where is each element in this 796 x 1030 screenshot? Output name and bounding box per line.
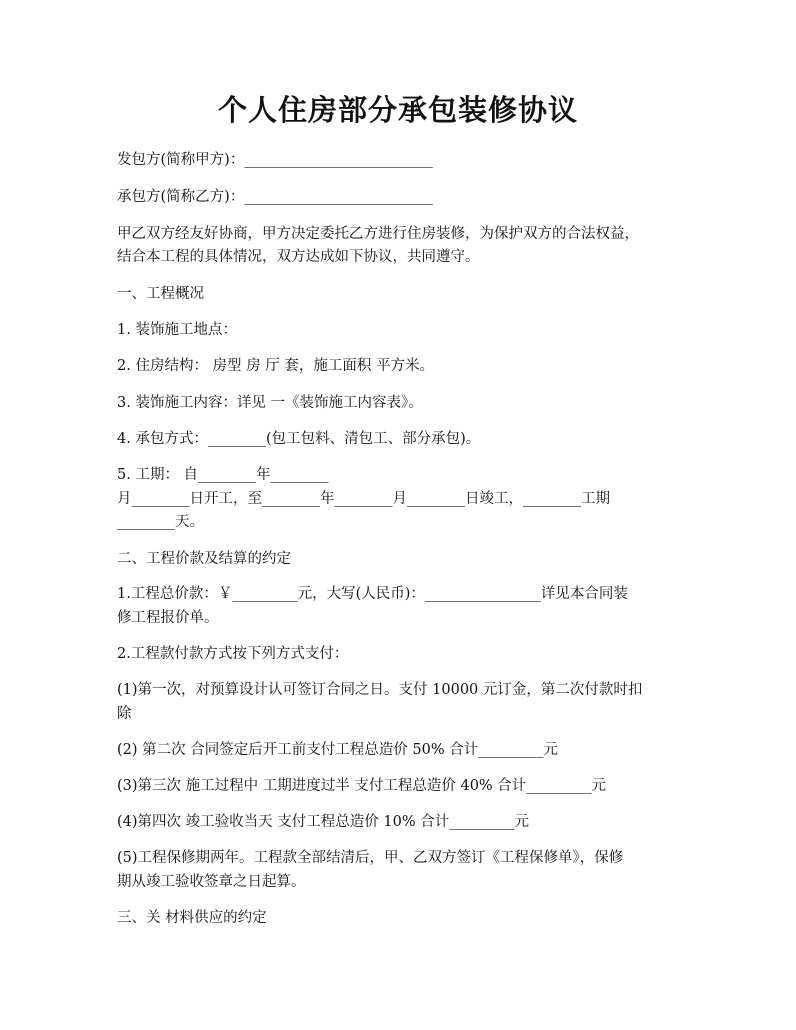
page-title: 个人住房部分承包装修协议 xyxy=(217,93,578,127)
party-a-line: 发包方(简称甲方)：__________________________ xyxy=(117,152,433,168)
payment-first-line-1: (1)第一次，对预算设计认可签订合同之日。支付 10000 元订金，第二次付款时扣 xyxy=(117,682,643,698)
intro-paragraph-line-1: 甲乙双方经友好协商，甲方决定委托乙方进行住房装修，为保护双方的合法权益， xyxy=(117,226,639,242)
section-heading-project-overview: 一、工程概况 xyxy=(117,286,204,302)
payment-fourth: (4)第四次 竣工验收当天 支付工程总造价 10% 合计_________元 xyxy=(117,814,529,830)
payment-third: (3)第三次 施工过程中 工期进度过半 支付工程总造价 40% 合计_________元 xyxy=(117,778,607,794)
item-housing-structure: 2. 住房结构： 房型 房 厅 套，施工面积 平方米。 xyxy=(117,358,434,374)
item-construction-site: 1. 装饰施工地点： xyxy=(117,322,237,338)
item-construction-content: 3. 装饰施工内容：详见 一《装饰施工内容表》。 xyxy=(117,395,423,411)
party-b-line: 承包方(简称乙方)：__________________________ xyxy=(117,189,433,205)
item-schedule-line-1: 5. 工期： 自________年________ xyxy=(117,467,329,483)
payment-method-line: 2.工程款付款方式按下列方式支付： xyxy=(117,646,349,662)
item-schedule-line-2: 月________日开工，至________年________月________日竣工，________工期 xyxy=(117,491,610,507)
total-price-line-1: 1.工程总价款：￥_________元，大写(人民币)：________________详见本合同装 xyxy=(117,586,628,602)
total-price-line-2: 修工程报价单。 xyxy=(117,610,219,626)
intro-paragraph-line-2: 结合本工程的具体情况，双方达成如下协议，共同遵守。 xyxy=(117,249,480,265)
payment-first-line-2: 除 xyxy=(117,706,132,722)
payment-second: (2) 第二次 合同签定后开工前支付工程总造价 50% 合计_________元 xyxy=(117,742,558,758)
section-heading-price-settlement: 二、工程价款及结算的约定 xyxy=(117,551,291,567)
section-heading-material-supply: 三、关 材料供应的约定 xyxy=(117,910,267,926)
warranty-line-2: 期从竣工验收签章之日起算。 xyxy=(117,874,306,890)
item-schedule-line-3: ________天。 xyxy=(117,514,204,530)
warranty-line-1: (5)工程保修期两年。工程款全部结清后，甲、乙双方签订《工程保修单》，保修 xyxy=(117,850,624,866)
item-contract-method: 4. 承包方式：________(包工包料、清包工、部分承包)。 xyxy=(117,431,481,447)
